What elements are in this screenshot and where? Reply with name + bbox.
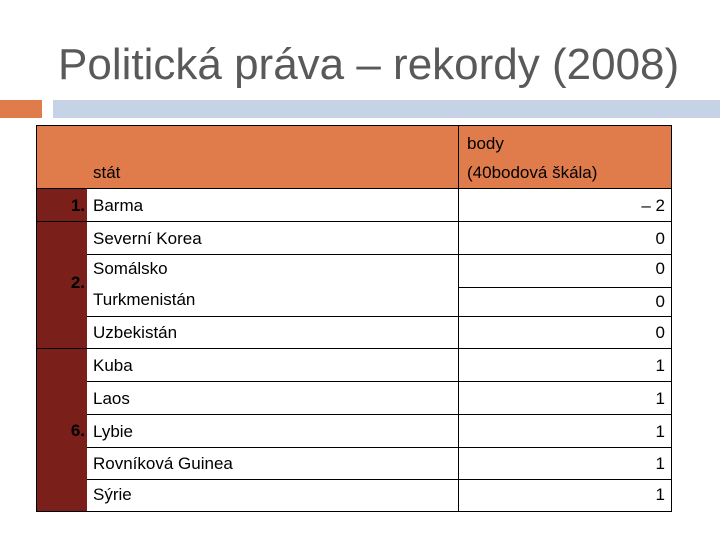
header-points-label: body — [467, 134, 504, 153]
rank-label: 2. — [70, 273, 85, 292]
points-value: 0 — [655, 259, 665, 278]
rank-label: 6. — [70, 421, 85, 440]
state-name: Barma — [93, 196, 144, 215]
table-row-points — [459, 479, 671, 511]
table-row-state — [87, 414, 459, 447]
state-name: Uzbekistán — [93, 323, 178, 342]
points-value: 1 — [655, 454, 665, 473]
rank-group-3 — [37, 348, 87, 511]
table-row-state — [87, 188, 459, 221]
state-name: Lybie — [93, 422, 134, 441]
state-name: Severní Korea — [93, 229, 202, 248]
state-name: Rovníková Guinea — [93, 454, 233, 473]
rank-group-1 — [37, 188, 87, 221]
decorative-orange-bar — [0, 100, 42, 118]
table-row-points — [459, 348, 671, 381]
state-name: Kuba — [93, 356, 133, 375]
points-value: – 2 — [641, 196, 665, 215]
table-row-state — [87, 316, 459, 348]
table-row-state — [87, 381, 459, 414]
points-value: 0 — [655, 323, 665, 342]
table-row-points — [459, 414, 671, 447]
table-row-points — [459, 221, 671, 254]
state-name: Somálsko — [93, 259, 168, 278]
decorative-blue-bar — [53, 100, 720, 118]
ranking-table — [36, 125, 672, 512]
rank-label: 1. — [70, 196, 85, 215]
table-row-points — [459, 381, 671, 414]
points-value: 1 — [655, 389, 665, 408]
table-row-points — [459, 188, 671, 221]
points-value: 0 — [655, 229, 665, 248]
slide-title: Politická práva – rekordy (2008) — [58, 40, 680, 89]
rank-group-2 — [37, 221, 87, 348]
table-row-points — [459, 254, 671, 287]
header-state-cell — [87, 126, 459, 188]
header-rank-cell — [37, 126, 87, 188]
points-value: 1 — [655, 485, 665, 504]
table-row-state — [87, 479, 459, 511]
table-row-points — [459, 316, 671, 348]
table-row-points — [459, 447, 671, 479]
header-points-cell — [459, 126, 671, 188]
points-value: 1 — [655, 356, 665, 375]
table-row-points — [459, 287, 671, 316]
points-value: 1 — [655, 422, 665, 441]
table-row-state — [87, 447, 459, 479]
points-value: 0 — [655, 292, 665, 311]
header-state-label: stát — [93, 163, 121, 182]
table-row-state — [87, 348, 459, 381]
header-points-scale: (40bodová škála) — [467, 163, 598, 182]
table-row-state — [87, 254, 459, 316]
state-name: Sýrie — [93, 485, 132, 504]
table-row-state — [87, 221, 459, 254]
state-name: Laos — [93, 389, 130, 408]
state-name: Turkmenistán — [93, 290, 196, 309]
